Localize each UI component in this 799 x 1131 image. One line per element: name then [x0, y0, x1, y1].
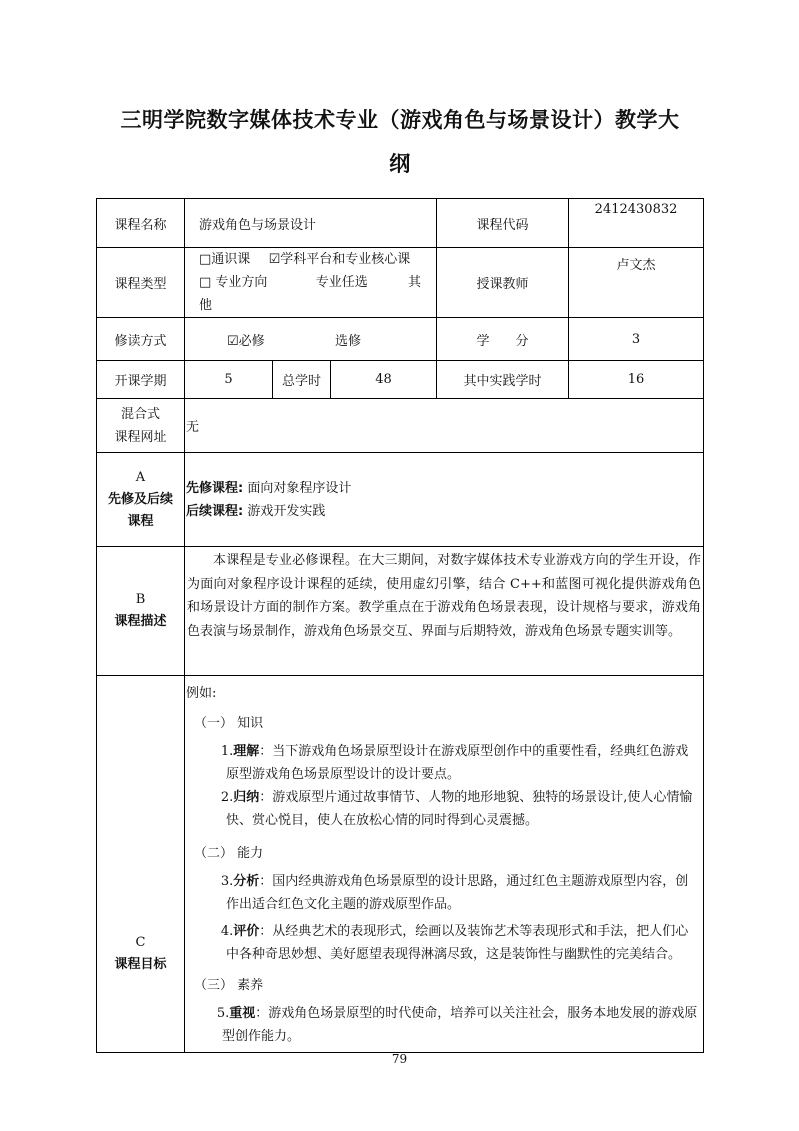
row-course-type [97, 248, 704, 318]
mixed-url-label-line2: 课程网址 [114, 429, 167, 445]
item4-text: ：从经典艺术的表现形式，绘画以及装饰艺术等表现形式和手法，把人们心中各种奇思妙想、美好愿望表现得淋漓尽致，这是装饰性与幽默性的完美结合。 [226, 924, 689, 962]
page-number: 79 [391, 1052, 408, 1066]
practice-hours-label: 其中实践学时 [437, 361, 569, 399]
section-c-letter: C [135, 935, 146, 950]
ability-heading: （二） 能力 [194, 846, 264, 861]
item5-key: 重视 [229, 1006, 256, 1021]
semester-value: 5 [185, 361, 273, 399]
prereq-label: 先修课程: [186, 480, 244, 496]
course-type-options [185, 248, 437, 318]
row-mixed-url [97, 399, 704, 453]
mixed-url-value: 无 [185, 399, 704, 453]
objective-item-5: 5.重视：游戏角色场景原型的时代使命，培养可以关注社会，服务本地发展的游戏原型创作能力。 [216, 1006, 698, 1044]
type-direction-option: □ 专业方向 [199, 275, 268, 290]
course-type-label: 课程类型 [97, 248, 185, 318]
objective-item-1: 1.理解：当下游戏角色场景原型设计在游戏原型创作中的重要性看，经典红色游戏原型游戏角色场景原型设计的设计要点。 [220, 744, 689, 782]
document-title-line2: 纲 [389, 152, 411, 176]
mixed-url-label [97, 399, 185, 453]
course-objectives [185, 676, 704, 1053]
item2-text: ：游戏原型片通过故事情节、人物的地形地貌、独特的场景设计,使人心情愉快、赏心悦目，使人在放松心情的同时得到心灵震撼。 [226, 790, 693, 828]
knowledge-heading: （一） 知识 [194, 716, 264, 731]
row-section-b [97, 547, 704, 676]
syllabus-table [96, 198, 704, 1053]
section-b-letter: B [135, 592, 146, 607]
type-general-option: □通识课 [199, 252, 251, 267]
item1-key: 理解 [233, 744, 260, 759]
prereq-value: 面向对象程序设计 [247, 480, 352, 496]
semester-label: 开课学期 [97, 361, 185, 399]
total-hours-value: 48 [331, 361, 437, 399]
row-section-a [97, 453, 704, 547]
section-a-label-line1: 先修及后续 [107, 491, 173, 507]
row-study-mode [97, 318, 704, 361]
section-a-content [185, 453, 704, 547]
section-b-label-text: 课程描述 [114, 614, 167, 629]
section-a-label [97, 453, 185, 547]
item4-key: 评价 [233, 924, 260, 939]
total-hours-label: 总学时 [273, 361, 331, 399]
credit-label: 学 分 [437, 318, 569, 361]
study-mode-options [185, 318, 437, 361]
section-b-label [97, 547, 185, 676]
section-a-label-line2: 课程 [127, 513, 154, 529]
row-semester [97, 361, 704, 399]
type-platform-option: ☑学科平台和专业核心课 [268, 252, 411, 267]
mode-required-option: ☑必修 [227, 333, 265, 349]
item1-text: ：当下游戏角色场景原型设计在游戏原型创作中的重要性看，经典红色游戏原型游戏角色场景原型设计的设计要点。 [226, 744, 689, 782]
item5-text: ：游戏角色场景原型的时代使命，培养可以关注社会，服务本地发展的游戏原型创作能力。 [222, 1006, 698, 1044]
document-title-line1: 三明学院数字媒体技术专业（游戏角色与场景设计）教学大 [120, 108, 680, 132]
type-elective-option: 专业任选 [315, 275, 368, 290]
item3-key: 分析 [233, 874, 260, 889]
item2-key: 归纳 [233, 790, 260, 805]
course-name-label: 课程名称 [97, 199, 185, 248]
objective-item-3: 3.分析：国内经典游戏角色场景原型的设计思路，通过红色主题游戏原型内容，创作出适合红色文化主题的游戏原型作品。 [220, 874, 689, 912]
objective-item-4: 4.评价：从经典艺术的表现形式，绘画以及装饰艺术等表现形式和手法，把人们心中各种奇思妙想、美好愿望表现得淋漓尽致，这是装饰性与幽默性的完美结合。 [220, 924, 689, 962]
course-name-value: 游戏角色与场景设计 [185, 199, 437, 248]
objective-item-2: 2.归纳：游戏原型片通过故事情节、人物的地形地貌、独特的场景设计,使人心情愉快、赏心悦目，使人在放松心情的同时得到心灵震撼。 [220, 790, 693, 828]
follow-value: 游戏开发实践 [247, 503, 326, 519]
type-other-option: 其他 [199, 275, 422, 313]
objectives-intro: 例如: [186, 686, 217, 701]
item3-text: ：国内经典游戏角色场景原型的设计思路，通过红色主题游戏原型内容，创作出适合红色文化主题的游戏原型作品。 [226, 874, 689, 912]
mode-elective-option: 选修 [334, 333, 361, 349]
teacher-value: 卢文杰 [569, 248, 704, 318]
course-code-label: 课程代码 [437, 199, 569, 248]
credit-value: 3 [569, 318, 704, 361]
study-mode-label: 修读方式 [97, 318, 185, 361]
follow-label: 后续课程: [186, 503, 244, 519]
teacher-label: 授课教师 [437, 248, 569, 318]
row-section-c [97, 676, 704, 1053]
row-course-name [97, 199, 704, 248]
course-code-value: 2412430832 [569, 199, 704, 248]
section-a-letter: A [135, 469, 146, 485]
literacy-heading: （三） 素养 [194, 978, 264, 993]
section-c-label-text: 课程目标 [114, 957, 167, 972]
course-description: 本课程是专业必修课程。在大三期间，对数字媒体技术专业游戏方向的学生开设，作为面向对象程序设计课程的延续，使用虚幻引擎，结合 C++和蓝图可视化提供游戏角色和场景设计方面的制作方案。教学重点在于游戏角色场景表现，设计规格与要求，游戏角色表演与场景制作，游戏角色场景交互、界面与后期特效，游戏角色场景专题实训等。 [185, 547, 704, 676]
section-c-label [97, 676, 185, 1053]
practice-hours-value: 16 [569, 361, 704, 399]
mixed-url-label-line1: 混合式 [120, 406, 160, 422]
